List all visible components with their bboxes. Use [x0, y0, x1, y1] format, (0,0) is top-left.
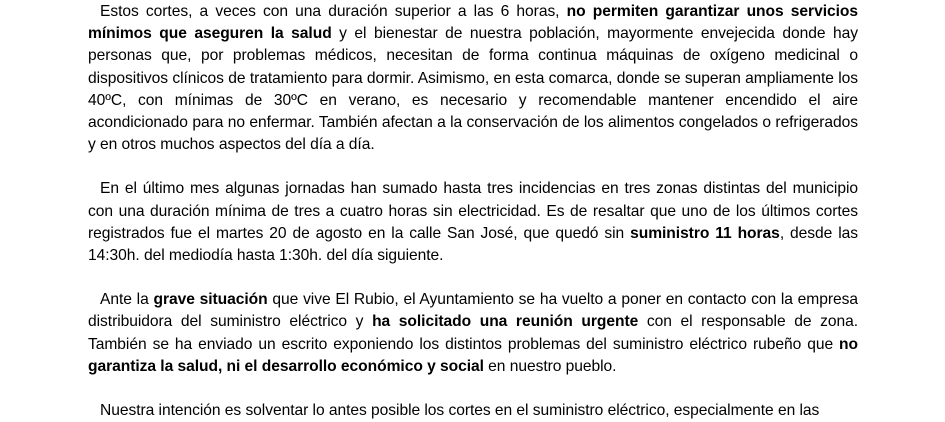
- paragraph-bold-text: suministro 11 horas: [630, 224, 780, 242]
- paragraph-text: , desde las 14:30h. del mediodía hasta 1:30h. del día siguiente.: [88, 224, 858, 265]
- paragraph-intention-cut-off: [88, 400, 858, 422]
- paragraph-text: en nuestro pueblo.: [483, 357, 617, 375]
- paragraph-text: Ante la: [100, 291, 154, 309]
- paragraph-text: y el bienestar de nuestra población, mayormente envejecida donde hay personas que, por problemas médicos, necesitan de forma continua máquinas de oxígeno medicinal o dispositivos clínicos de tratamiento para dormir. Asimismo, en esta comarca, donde se superan ampliamente los 40ºC, con mínimas de 30ºC en verano, es necesario y recomendable mantener encendido el aire acondicionado para no enfermar. También afectan a la conservación de los alimentos congelados o refrigerados y en otros muchos aspectos del día a día.: [88, 25, 858, 154]
- paragraph-text: que vive El Rubio, el Ayuntamiento se ha vuelto a poner en contacto con la empresa distribuidora del suministro eléctrico y: [88, 291, 859, 331]
- paragraph-bold-text: no permiten garantizar unos servicios mínimos que aseguren la salud: [88, 3, 858, 43]
- paragraph-text: Estos cortes, a veces con una duración superior a las 6 horas,: [100, 3, 567, 20]
- paragraph-text: En el último mes algunas jornadas han sumado hasta tres incidencias en tres zonas distintas del municipio con una duración mínima de tres a cuatro horas sin electricidad. Es de resaltar que uno de los últimos cortes registrados fue el martes 20 de agosto en la calle San José, que quedó sin: [88, 180, 858, 242]
- paragraph-town-hall-response: [88, 289, 858, 378]
- paragraph-bold-text: ha solicitado una reunión urgente: [372, 313, 639, 331]
- paragraph-text: Nuestra intención es solventar lo antes posible los cortes en el suministro eléctrico, especialmente en las: [100, 402, 820, 420]
- document-page: [88, 0, 858, 422]
- paragraph-bold-text: no garantiza la salud, ni el desarrollo económico y social: [88, 335, 858, 375]
- paragraph-incidents-last-month: [88, 178, 858, 267]
- paragraph-text: con el responsable de zona. También se ha enviado un escrito exponiendo los distintos problemas del suministro eléctrico rubeño que: [88, 313, 858, 353]
- paragraph-bold-text: grave situación: [153, 291, 268, 309]
- paragraph-power-cuts-impact: [88, 1, 858, 156]
